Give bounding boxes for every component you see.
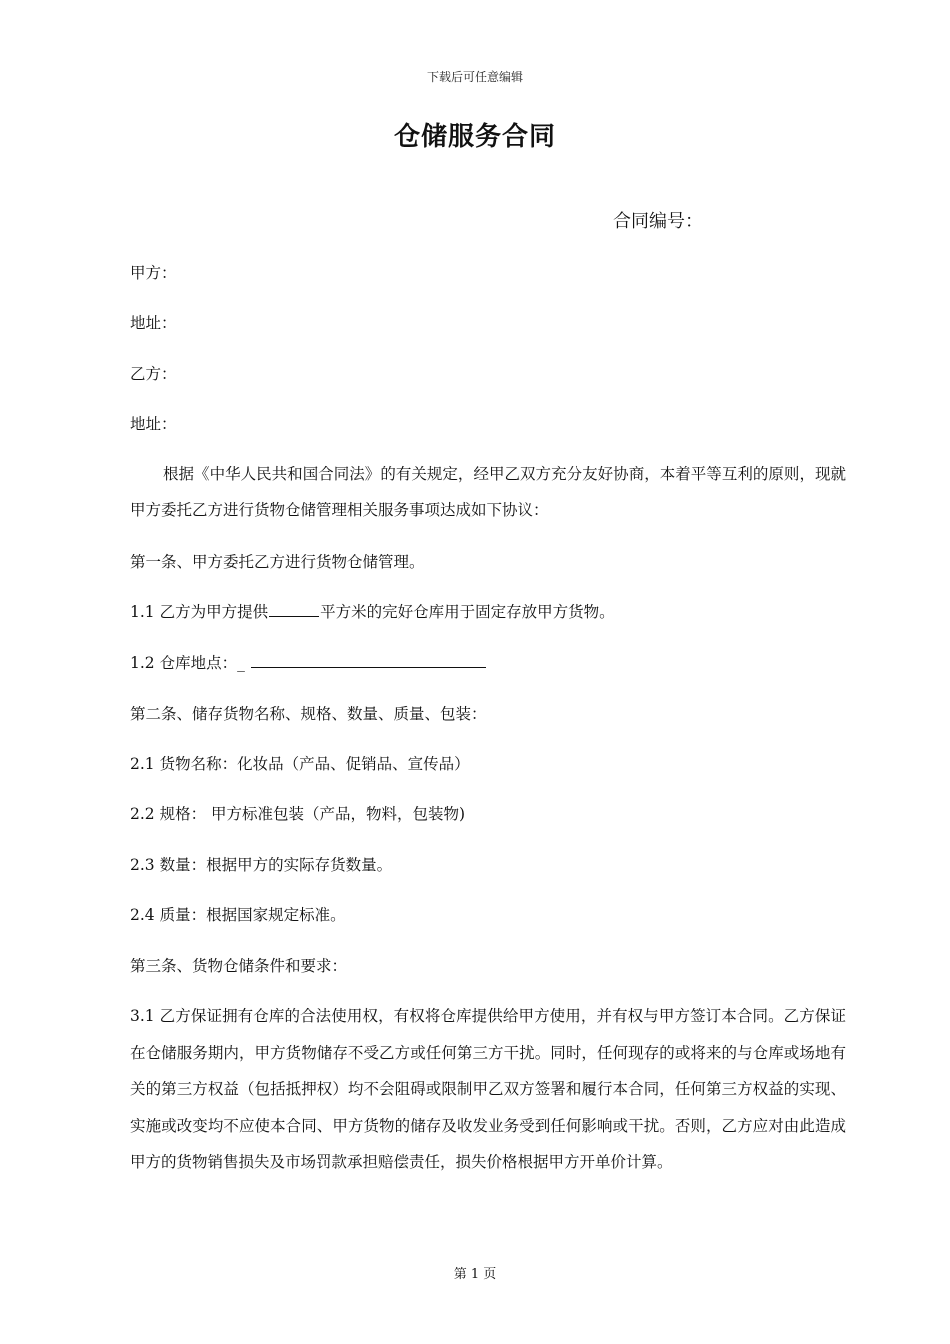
header-note: 下载后可任意编辑	[426, 70, 523, 84]
item-1-1-text-after: 平方米的完好仓库用于固定存放甲方货物。	[320, 603, 615, 621]
party-b-address-label: 地址：	[130, 415, 177, 433]
item-3-1-paragraph: 3.1 乙方保证拥有仓库的合法使用权，有权将仓库提供给甲方使用，并有权与甲方签订本合同。乙方保证在仓储服务期内，甲方货物储存不受乙方或任何第三方干扰。同时，任何现存的或将来的与仓库或场地有关的第三方权益（包括抵押权）均不会阻碍或限制甲乙双方签署和履行本合同，任何第三方权益的实现、实施或改变均不应使本合同、甲方货物的储存及收发业务受到任何影响或干扰。否则，乙方应对由此造成甲方的货物销售损失及市场罚款承担赔偿责任，损失价格根据甲方开单价计算。	[130, 1007, 846, 1171]
item-1-1-text-before: 1.1 乙方为甲方提供	[130, 603, 269, 621]
contract-number-label: 合同编号：	[613, 211, 703, 232]
item-2-1: 2.1 货物名称：化妆品（产品、促销品、宣传品）	[130, 755, 470, 773]
article-2-heading: 第二条、储存货物名称、规格、数量、质量、包装：	[130, 705, 487, 723]
article-1-heading: 第一条、甲方委托乙方进行货物仓储管理。	[130, 553, 425, 571]
party-a-address-label: 地址：	[130, 314, 177, 332]
preamble-paragraph: 根据《中华人民共和国合同法》的有关规定，经甲乙双方充分友好协商，本着平等互利的原则，现就甲方委托乙方进行货物仓储管理相关服务事项达成如下协议：	[130, 465, 846, 519]
document-title: 仓储服务合同	[393, 122, 556, 152]
area-blank	[269, 602, 319, 617]
item-1-1	[130, 600, 615, 622]
party-b-label: 乙方：	[130, 365, 177, 383]
party-a-label: 甲方：	[130, 264, 177, 282]
item-2-4: 2.4 质量：根据国家规定标准。	[130, 906, 346, 924]
item-2-3: 2.3 数量：根据甲方的实际存货数量。	[130, 856, 393, 874]
location-blank	[251, 653, 486, 668]
article-3-heading: 第三条、货物仓储条件和要求：	[130, 957, 348, 975]
page-number: 第 1 页	[453, 1267, 497, 1282]
item-1-2-text: 1.2 仓库地点：_	[130, 654, 245, 672]
item-1-2	[130, 651, 486, 673]
item-2-2: 2.2 规格： 甲方标准包装（产品，物料，包装物)	[130, 805, 466, 823]
